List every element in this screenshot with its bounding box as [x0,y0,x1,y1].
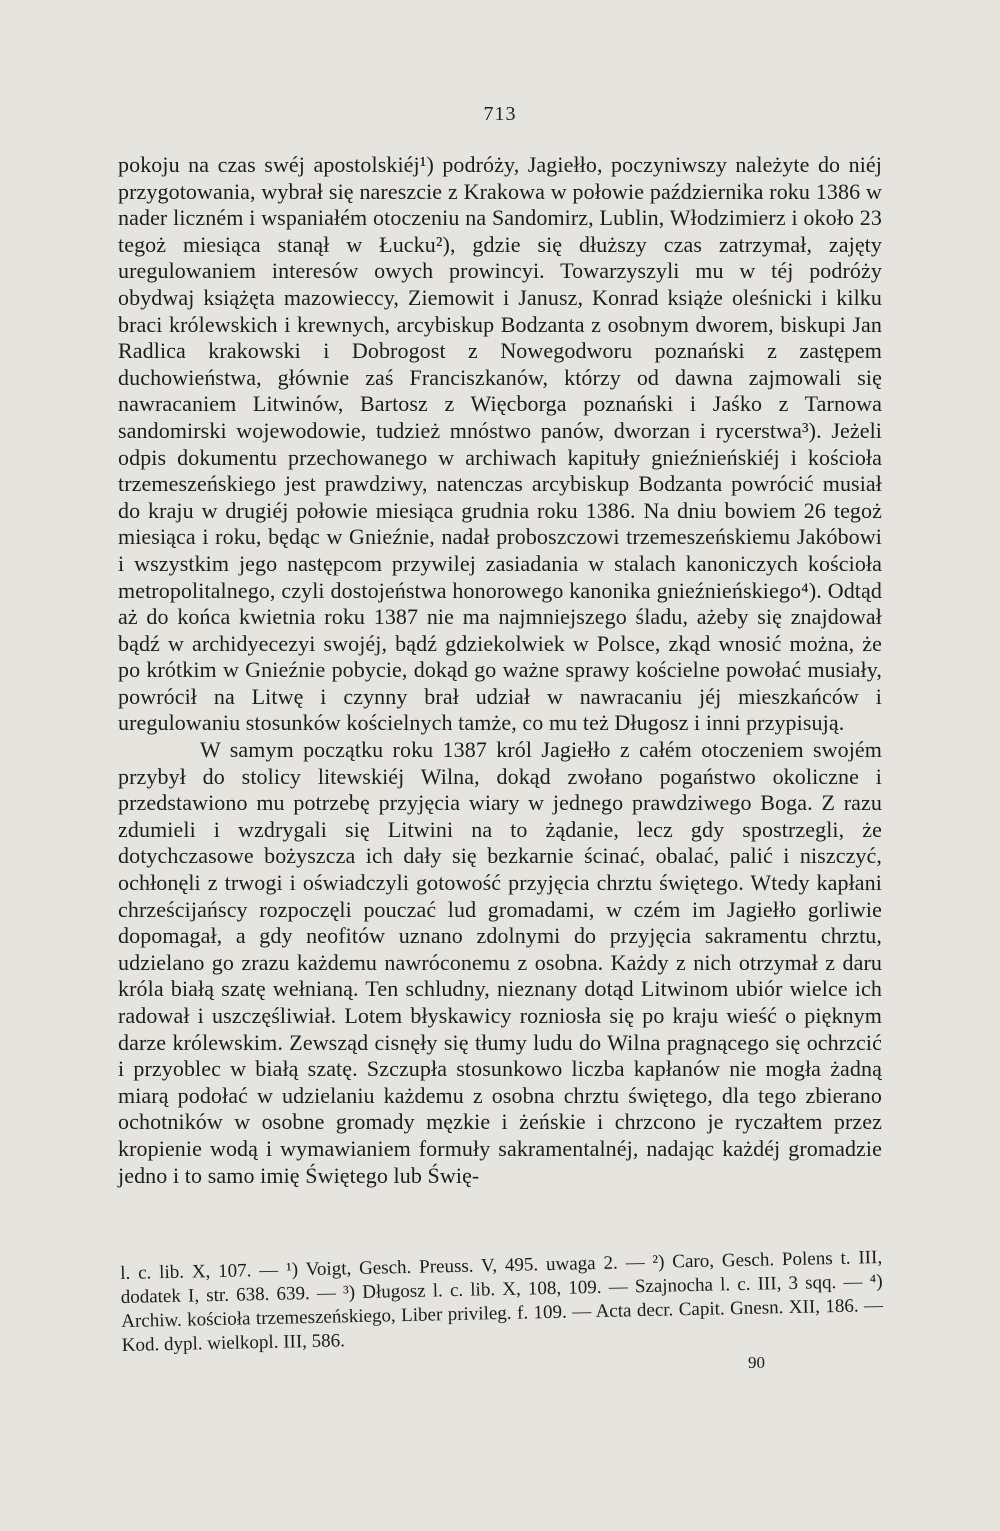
page-number: 713 [483,103,517,125]
paragraph: pokoju na czas swéj apostolskiéj¹) podróży, Jagiełło, poczyniwszy należyte do niéj przygotowania, wybrał się nareszcie z Krakowa w połowie października roku 1386 w nader liczném i wspaniałém otoczeniu na Sandomirz, Lublin, Włodzimierz i około 23 tegoż miesiąca stanął w Łucku²), gdzie się dłuższy czas zatrzymał, zajęty uregulowaniem interesów owych prowincyi. Towarzyszyli mu w téj podróży obydwaj książęta mazowieccy, Ziemowit i Janusz, Konrad książe oleśnicki i kilku braci królewskich i krewnych, arcybiskup Bodzanta z osobnym dworem, biskupi Jan Radlica krakowski i Dobrogost z Nowegodworu poznański z zastępem duchowieństwa, głównie zaś Franciszkanów, którzy od dawna zajmowali się nawracaniem Litwinów, Bartosz z Więcborga poznański i Jaśko z Tarnowa sandomirski wojewodowie, tudzież mnóstwo panów, dworzan i rycerstwa³). Jeżeli odpis dokumentu przechowanego w archiwach kapituły gnieźnieńskiéj i kościoła trzemeszeńskiego jest prawdziwy, natenczas arcybiskup Bodzanta powrócić musiał do kraju w drugiéj połowie miesiąca grudnia roku 1386. Na dniu bowiem 26 tegoż miesiąca i roku, będąc w Gnieźnie, nadał proboszczowi trzemeszeńskiemu Jakóbowi i wszystkim jego następcom przywilej zasiadania w stalach kanoniczych kościoła metropolitalnego, czyli dostojeństwa honorowego kanonika gnieźnieńskiego⁴). Odtąd aż do końca kwietnia roku 1387 nie ma najmniejszego śladu, ażeby się znajdował bądź w archidyecezyi swojéj, bądź gdziekolwiek w Polsce, zkąd wnosić można, że po krótkim w Gnieźnie pobycie, dokąd go ważne sprawy kościelne powołać musiały, powrócił na Litwę i czynny brał udział w nawracaniu jéj mieszkańców i uregulowaniu stosunków kościelnych tamże, co mu też Długosz i inni przypisują. [118,152,882,736]
paragraph: W samym początku roku 1387 król Jagiełło z całém otoczeniem swojém przybył do stolicy litewskiéj Wilna, dokąd zwołano pogaństwo okoliczne i przedstawiono mu potrzebę przyjęcia wiary w jednego prawdziwego Boga. Z razu zdumieli i wzdrygali się Litwini na to żądanie, lecz gdy spostrzegli, że dotychczasowe bożyszcza ich dały się bezkarnie ścinać, obalać, palić i niszczyć, ochłonęli z trwogi i oświadczyli gotowość przyjęcia chrztu świętego. Wtedy kapłani chrześcijańscy rozpoczęli pouczać lud gromadami, w czém im Jagiełło gorliwie dopomagał, a gdy neofitów uznano zdolnymi do przyjęcia sakramentu chrztu, udzielano go zrazu każdemu nawróconemu z osobna. Każdy z nich otrzymał z daru króla białą szatę wełnianą. Ten schludny, nieznany dotąd Litwinom ubiór wielce ich radował i uszczęśliwiał. Lotem błyskawicy rozniosła się po kraju wieść o pięknym darze królewskim. Zewsząd cisnęły się tłumy ludu do Wilna pragnącego się ochrzcić i przyoblec w białą szatę. Szczupła stosunkowo liczba kapłanów nie mogła żadną miarą podołać w udzielaniu każdemu z osobna chrztu świętego, dla tego zbierano ochotników w osobne gromady męzkie i żeńskie i chrzcono je ryczałtem przez kropienie wodą i wymawianiem formuły sakramentalnéj, nadając każdéj gromadzie jedno i to samo imię Świętego lub Świę- [118,737,882,1188]
main-text [118,152,882,1189]
footnotes: l. c. lib. X, 107. — ¹) Voigt, Gesch. Preuss. V, 495. uwaga 2. — ²) Caro, Gesch. Polens t. III, dodatek I, str. 638. 639. — ³) Długosz l. c. lib. X, 108, 109. — Szajnocha l. c. III, 3 sqq. — ⁴) Archiw. kościoła trzemeszeńskiego, Liber privileg. f. 109. — Acta decr. Capit. Gnesn. XII, 186. — Kod. dypl. wielkopl. III, 586. [120,1247,884,1356]
signature-mark: 90 [748,1353,765,1372]
